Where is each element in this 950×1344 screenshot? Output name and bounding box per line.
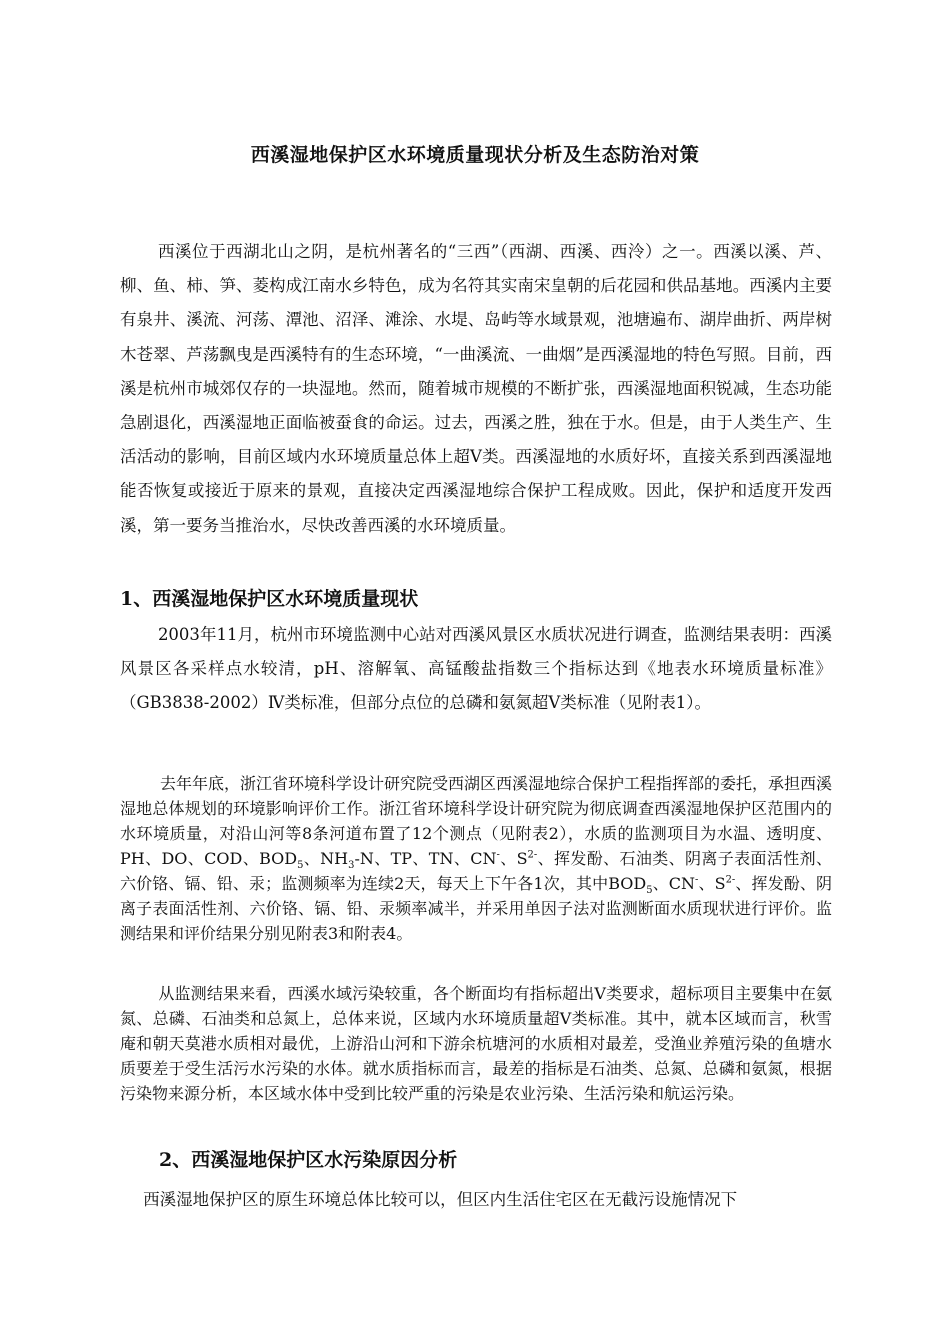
text-run: 去年年底，浙江省环境科学设计研究院受西湖区西溪湿地综合保护工程指挥部的委托，承担西溪湿地总体规划的环境影响评价工作。浙江省环境科学设计研究院为彻底调查西溪湿地保护区范围内的水环境质量，对沿山河等8条河道布置了12个测点（见附表2），水质的监测项目为水温、透明度、PH、DO、COD、BOD bbox=[120, 774, 833, 868]
superscript: - bbox=[496, 849, 500, 861]
superscript: - bbox=[695, 874, 699, 886]
document-title: 西溪湿地保护区水环境质量现状分析及生态防治对策 bbox=[250, 144, 700, 166]
subscript: 5 bbox=[646, 885, 653, 897]
text-run: 、S bbox=[698, 874, 726, 893]
subscript: 3 bbox=[348, 860, 355, 872]
superscript: 2- bbox=[527, 849, 538, 861]
text-run: 、挥发酚、石油类、阴离子表面活性剂、六价铬、镉、铅、汞；监测频率为连续2天，每天上下午各1次，其中BOD bbox=[120, 849, 832, 893]
text-run: -N、TP、TN、CN bbox=[354, 849, 497, 868]
subscript: 5 bbox=[297, 860, 304, 872]
section-1-paragraph-2 bbox=[120, 771, 832, 946]
text-run: 、挥发酚、阴离子表面活性剂、六价铬、镉、铅、汞频率减半，并采用单因子法对监测断面水质现状进行评价。监测结果和评价结果分别见附表3和附表4。 bbox=[120, 874, 832, 943]
text-run: 、S bbox=[499, 849, 528, 868]
superscript: 2- bbox=[725, 874, 736, 886]
text-run: 、CN bbox=[652, 874, 696, 893]
intro-paragraph: 西溪位于西湖北山之阴，是杭州著名的“三西”（西湖、西溪、西泠）之一。西溪以溪、芦、柳、鱼、柿、笋、菱构成江南水乡特色，成为名符其实南宋皇朝的后花园和供品基地。西溪内主要有泉井、溪流、河荡、潭池、沼泽、滩涂、水堤、岛屿等水域景观，池塘遍布、湖岸曲折、两岸树木苍翠、芦荡飘曳是西溪特有的生态环境，“一曲溪流、一曲烟”是西溪湿地的特色写照。目前，西溪是杭州市城郊仅存的一块湿地。然而，随着城市规模的不断扩张，西溪湿地面积锐减，生态功能急剧退化，西溪湿地正面临被蚕食的命运。过去，西溪之胜，独在于水。但是，由于人类生产、生活活动的影响，目前区域内水环境质量总体上超Ⅴ类。西溪湿地的水质好坏，直接关系到西溪湿地能否恢复或接近于原来的景观，直接决定西溪湿地综合保护工程成败。因此，保护和适度开发西溪，第一要务当推治水，尽快改善西溪的水环境质量。 bbox=[120, 242, 832, 535]
section-2-heading: 2、西溪湿地保护区水污染原因分析 bbox=[159, 1149, 458, 1171]
text-run: 、NH bbox=[303, 849, 349, 868]
section-1-paragraph-1: 2003年11月，杭州市环境监测中心站对西溪风景区水质状况进行调查，监测结果表明：西溪风景区各采样点水较清，pH、溶解氧、高锰酸盐指数三个指标达到《地表水环境质量标准》（GB3838-2002）Ⅳ类标准，但部分点位的总磷和氨氮超Ⅴ类标准（见附表1）。 bbox=[120, 625, 832, 713]
section-1-paragraph-3: 从监测结果来看，西溪水域污染较重，各个断面均有指标超出Ⅴ类要求，超标项目主要集中在氨氮、总磷、石油类和总氮上，总体来说，区域内水环境质量超Ⅴ类标准。其中，就本区域而言，秋雪庵和朝天莫港水质相对最优，上游沿山河和下游余杭塘河的水质相对最差，受渔业养殖污染的鱼塘水质要差于受生活污水污染的水体。就水质指标而言，最差的指标是石油类、总氮、总磷和氨氮，根据污染物来源分析，本区域水体中受到比较严重的污染是农业污染、生活污染和航运污染。 bbox=[120, 984, 832, 1103]
section-1-heading: 1、西溪湿地保护区水环境质量现状 bbox=[120, 588, 419, 610]
section-2-paragraph-1: 西溪湿地保护区的原生环境总体比较可以，但区内生活住宅区在无截污设施情况下 bbox=[143, 1190, 738, 1209]
